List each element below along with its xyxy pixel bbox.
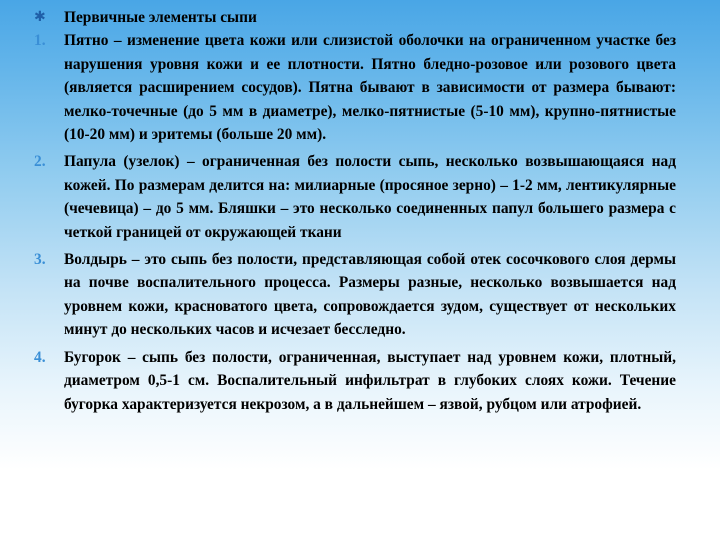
item-text: Папула (узелок) – ограниченная без полости сыпь, несколько возвышающаяся над кожей. По размерам делится на: милиарные (просяное зерно) – 1-2 мм, лентикулярные (чечевица) – до 5 мм. Бляшки – это несколько соединенных папул большего размера с четкой границей от окружающей ткани <box>64 153 676 241</box>
item-text: Пятно – изменение цвета кожи или слизистой оболочки на ограниченном участке без нарушения уровня кожи и ее плотности. Пятно бледно-розовое или розового цвета (является расширением сосудов). Пятна бывают в зависимости от размера бывают: мелко-точечные (до 5 мм в диаметре), мелко-пятнистые (5-10 мм), крупно-пятнистые (10-20 мм) и эритемы (больше 20 мм). <box>64 32 676 144</box>
star-bullet-icon: ✱ <box>34 9 46 25</box>
item-number: 3. <box>34 251 46 269</box>
list-item-3 <box>34 248 676 342</box>
item-text: Бугорок – сыпь без полости, ограниченная, выступает над уровнем кожи, плотный, диаметром 0,5-1 см. Воспалительный инфильтрат в глубоких слоях кожи. Течение бугорка характеризуется некрозом, а в дальнейшем – язвой, рубцом или атрофией. <box>64 348 676 413</box>
slide-heading <box>34 6 676 29</box>
item-text: Волдырь – это сыпь без полости, представляющая собой отек сосочкового слоя дермы на почве воспалительного процесса. Размеры разные, несколько возвышается над уровнем кожи, красноватого цвета, сопровождается зудом, существует от нескольких минут до нескольких часов и исчезает бесследно. <box>64 251 676 339</box>
list-item-4 <box>34 346 676 416</box>
heading-text: Первичные элементы сыпи <box>64 9 257 26</box>
item-number: 4. <box>34 348 46 366</box>
list-item-2 <box>34 150 676 244</box>
item-number: 1. <box>34 32 46 50</box>
item-number: 2. <box>34 153 46 171</box>
slide-content <box>34 6 676 420</box>
list-item-1 <box>34 29 676 146</box>
